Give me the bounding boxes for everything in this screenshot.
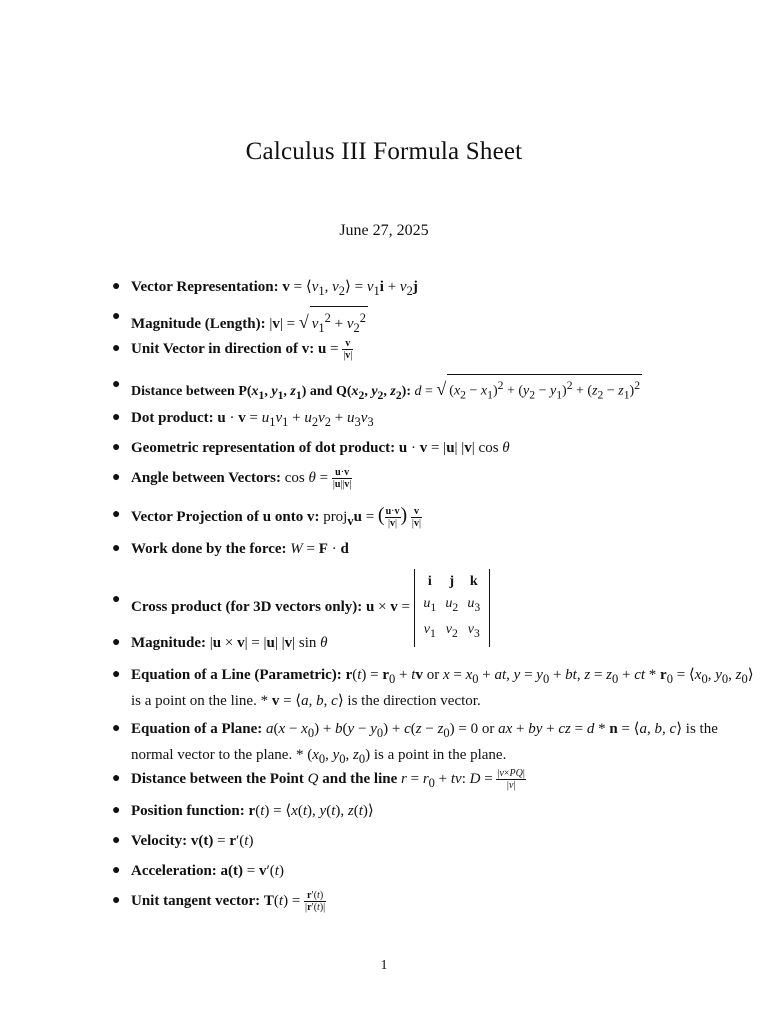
bullet-icon: ● — [112, 667, 121, 682]
bullet-icon: ● — [112, 440, 121, 455]
item-label: Equation of a Line (Parametric): — [131, 667, 342, 683]
item-label: Velocity: — [131, 833, 188, 849]
item-label: Position function: — [131, 803, 245, 819]
item-formula: $r = r_0$ + tv: D = $\frac{|v\times PQ|}{|v|}$ — [401, 768, 525, 792]
item-formula: v(t) = r′(t) — [190, 833, 254, 849]
item-formula: $a(x - x_0) + b(y - y_0) + c(z - z_0) = 0$ or ax + by + cz = d * n = ⟨a, b, c⟩ is the normal vector to the plane. * ($x_0$, $y_0$, $z_0$) is a point in the plane. — [131, 721, 718, 766]
bullet-icon: ● — [112, 592, 121, 607]
bullet-icon: ● — [112, 507, 121, 522]
bullet-icon: ● — [112, 635, 121, 650]
item-formula: T(t) = $\frac{r'(t)}{|r'(t)|}$ — [263, 890, 326, 914]
item-formula: W = F · d — [290, 541, 349, 557]
bullet-icon: ● — [112, 377, 121, 392]
item-formula: u · v = |u| |v| cos θ — [398, 440, 510, 456]
item-label: Magnitude: — [131, 635, 206, 651]
item-label: Dot product: — [131, 410, 214, 426]
bullet-icon: ● — [112, 470, 121, 485]
item-formula: cos θ = $\frac{u\cdot v}{|u||v|}$ — [284, 467, 352, 491]
item-formula: r(t) = ⟨x(t), y(t), z(t)⟩ — [248, 803, 374, 819]
item-formula: $r(t) = r_0$ + tv or $x = x_0$ + at, $y = y_0$ + bt, $z = z_0$ + ct * $r_0$ = $⟨x_0$, $y_0$, $z_0⟩$ is a point on the line. * v = ⟨a, b, c⟩ is the direction vector. — [131, 667, 754, 709]
item-label: Cross product (for 3D vectors only): — [131, 599, 363, 616]
item-formula: proj$_v$u = ( $\frac{u\cdot v}{|v|}$ ) $\frac{v}{|v|}$ — [323, 504, 421, 530]
document-title: Calculus III Formula Sheet — [245, 138, 523, 165]
item-label: Magnitude (Length): — [131, 316, 266, 332]
page-number: 1 — [380, 958, 388, 973]
cross-product-determinant: i j k $u_1$ $u_2$ $u_3$ $v_1$ $v_2$ $v_3$ — [414, 569, 490, 647]
bullet-icon: ● — [112, 721, 121, 736]
item-label: Work done by the force: — [131, 541, 287, 557]
item-formula: $u \cdot v = u_1v_1 + u_2v_2 + u_3v_3$ — [217, 410, 374, 429]
item-formula: d = √ $(x_2 - x_1)^2 + (y_2 - y_1)^2 + (z_2 - z_1)^2$ — [414, 384, 642, 399]
bullet-icon: ● — [112, 279, 121, 294]
bullet-icon: ● — [112, 833, 121, 848]
item-label: Unit tangent vector: — [131, 893, 261, 909]
item-label: Distance between the Point Q and the line — [131, 771, 398, 787]
item-label: Vector Projection of u onto v: — [131, 509, 320, 525]
item-label: Distance between $P(x_1$, $y_1$, $z_1$) and $Q(x_2$, $y_2$, $z_2$): — [131, 383, 411, 402]
bullet-icon: ● — [112, 771, 121, 786]
bullet-icon: ● — [112, 410, 121, 425]
bullet-icon: ● — [112, 309, 121, 324]
item-formula: u = $\frac{v}{|v|}$ — [317, 338, 353, 362]
document-date: June 27, 2025 — [339, 222, 429, 239]
item-formula: |u × v| = |u| |v| sin θ — [209, 635, 328, 651]
bullet-icon: ● — [112, 541, 121, 556]
item-label: Equation of a Plane: — [131, 721, 263, 737]
item-label: Geometric representation of dot product: — [131, 440, 396, 456]
item-formula: a(t) = v′(t) — [220, 863, 284, 879]
item-label: Vector Representation: — [131, 279, 279, 295]
bullet-icon: ● — [112, 803, 121, 818]
item-formula: u × v = i j k $u_1$ $u_2$ $u_3$ $v_1$ $v_2$ $v_3$ — [366, 599, 490, 615]
item-label: Acceleration: — [131, 863, 217, 879]
bullet-icon: ● — [112, 341, 121, 356]
item-label: Angle between Vectors: — [131, 470, 281, 486]
item-label: Unit Vector in direction of v: — [131, 341, 315, 357]
bullet-icon: ● — [112, 863, 121, 878]
bullet-icon: ● — [112, 893, 121, 908]
item-formula: $v = ⟨v_1$, $v_2⟩ = v_1i + v_2j$ — [282, 279, 418, 298]
item-formula: |v| = √ $v_1^2 + v_2^2$ — [269, 316, 368, 332]
